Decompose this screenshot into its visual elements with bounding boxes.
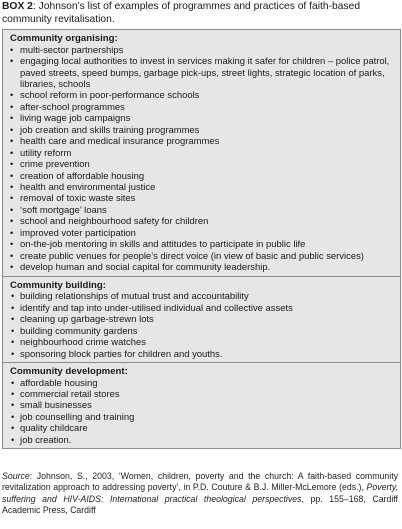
bullet-icon: • xyxy=(10,227,14,239)
source-citation xyxy=(2,471,398,516)
list-item-text: cleaning up garbage-strewn lots xyxy=(20,314,154,326)
list-item xyxy=(9,102,394,113)
list-item xyxy=(9,125,394,136)
list-item-text: sponsoring block parties for children and youths. xyxy=(20,348,223,360)
bullet-list xyxy=(9,291,394,360)
list-item-text: multi-sector partnerships xyxy=(20,44,124,56)
box-caption-text: : Johnson’s list of examples of programmes and practices of faith-based community revitalisation. xyxy=(2,1,361,25)
bullet-icon: • xyxy=(10,182,14,194)
bullet-icon: • xyxy=(11,423,15,435)
box-label: BOX 2 xyxy=(2,1,33,12)
bullet-icon: • xyxy=(11,389,15,401)
list-item-text: neighbourhood crime watches xyxy=(20,337,146,349)
list-item-text: engaging local authorities to invest in services making it safer for children – police patrol, paved streets, speed bumps, garbage pick-ups, street lights, strategic location of parks, libraries, schools xyxy=(20,56,390,90)
list-item xyxy=(9,326,394,337)
list-item-text: building relationships of mutual trust and accountability xyxy=(20,291,249,303)
list-item xyxy=(9,389,394,400)
bullet-icon: • xyxy=(11,377,15,389)
list-item xyxy=(9,205,394,216)
bullet-icon: • xyxy=(10,44,14,56)
list-item xyxy=(9,314,394,325)
bullet-icon: • xyxy=(11,411,15,423)
list-item xyxy=(9,412,394,423)
bullet-icon: • xyxy=(10,90,14,102)
list-item-text: removal of toxic waste sites xyxy=(20,193,136,205)
list-item xyxy=(9,182,394,193)
list-item xyxy=(9,349,394,360)
bullet-icon: • xyxy=(10,216,14,228)
list-item-text: develop human and social capital for community leadership. xyxy=(20,262,271,274)
list-item xyxy=(9,216,394,227)
list-item xyxy=(9,262,394,273)
list-item xyxy=(9,291,394,302)
source-book-title: Poverty, suffering and HIV-AIDS: International practical theological perspectives xyxy=(2,482,398,504)
list-item-text: school reform in poor-performance schools xyxy=(20,90,200,102)
bullet-icon: • xyxy=(10,204,14,216)
list-item xyxy=(9,148,394,159)
bullet-icon: • xyxy=(11,325,15,337)
list-item xyxy=(9,239,394,250)
list-item-text: after-school programmes xyxy=(20,101,125,113)
section-heading: Community development: xyxy=(10,365,128,377)
bullet-list xyxy=(9,45,394,274)
list-item xyxy=(9,45,394,56)
section-community-building xyxy=(3,277,400,363)
examples-box xyxy=(2,29,401,449)
list-item-text: create public venues for people’s direct voice (in view of basic and public services) xyxy=(20,250,364,262)
list-item-text: job creation and skills training programmes xyxy=(20,124,200,136)
list-item xyxy=(9,171,394,182)
bullet-icon: • xyxy=(11,314,15,326)
list-item xyxy=(9,378,394,389)
list-item xyxy=(9,113,394,124)
box-caption xyxy=(2,1,398,26)
list-item xyxy=(9,136,394,147)
source-text-before: : Johnson, S., 2003, ‘Women, children, poverty and the church: A faith-based community revitalization approach to addressing poverty’, in P.D. Couture & B.J. Miller-McLemore (eds.), xyxy=(2,471,398,493)
bullet-icon: • xyxy=(10,136,14,148)
list-item-text: job counselling and training xyxy=(20,411,135,423)
list-item xyxy=(9,435,394,446)
bullet-icon: • xyxy=(10,147,14,159)
bullet-icon: • xyxy=(11,434,15,446)
bullet-icon: • xyxy=(10,113,14,125)
bullet-icon: • xyxy=(10,250,14,262)
list-item-text: job creation. xyxy=(20,434,72,446)
bullet-icon: • xyxy=(11,291,15,303)
list-item-text: on-the-job mentoring in skills and attitudes to participate in public life xyxy=(20,239,306,251)
section-community-development xyxy=(3,363,400,448)
list-item-text: creation of affordable housing xyxy=(20,170,145,182)
bullet-icon: • xyxy=(10,262,14,274)
list-item xyxy=(9,56,394,90)
list-item xyxy=(9,228,394,239)
list-item xyxy=(9,159,394,170)
list-item xyxy=(9,193,394,204)
list-item-text: building community gardens xyxy=(20,325,138,337)
list-item-text: utility reform xyxy=(20,147,72,159)
list-item-text: identify and tap into under-utilised individual and collective assets xyxy=(20,302,293,314)
bullet-icon: • xyxy=(11,348,15,360)
bullet-icon: • xyxy=(10,170,14,182)
list-item xyxy=(9,337,394,348)
source-label: Source xyxy=(2,471,30,481)
list-item xyxy=(9,423,394,434)
section-heading: Community building: xyxy=(10,279,106,291)
bullet-icon: • xyxy=(10,193,14,205)
list-item xyxy=(9,400,394,411)
list-item-text: ‘soft mortgage’ loans xyxy=(20,204,107,216)
list-item-text: commercial retail stores xyxy=(20,389,120,401)
bullet-icon: • xyxy=(10,101,14,113)
list-item xyxy=(9,303,394,314)
bullet-icon: • xyxy=(10,239,14,251)
bullet-icon: • xyxy=(11,302,15,314)
bullet-list xyxy=(9,378,394,447)
section-heading: Community organising: xyxy=(10,33,118,44)
list-item-text: crime prevention xyxy=(20,159,90,171)
list-item-text: affordable housing xyxy=(20,377,98,389)
bullet-icon: • xyxy=(11,337,15,349)
source-text-after: , pp. 155–168, Cardiff Academic Press, Cardiff xyxy=(2,493,398,515)
list-item xyxy=(9,251,394,262)
list-item-text: school and neighbourhood safety for children xyxy=(20,216,209,228)
list-item-text: health and environmental justice xyxy=(20,182,156,194)
section-community-organising xyxy=(3,30,400,277)
bullet-icon: • xyxy=(10,124,14,136)
bullet-icon: • xyxy=(10,56,14,68)
list-item-text: living wage job campaigns xyxy=(20,113,131,125)
list-item-text: small businesses xyxy=(20,400,92,412)
list-item xyxy=(9,90,394,101)
list-item-text: health care and medical insurance programmes xyxy=(20,136,220,148)
bullet-icon: • xyxy=(10,159,14,171)
bullet-icon: • xyxy=(11,400,15,412)
list-item-text: improved voter participation xyxy=(20,227,136,239)
list-item-text: quality childcare xyxy=(20,423,88,435)
